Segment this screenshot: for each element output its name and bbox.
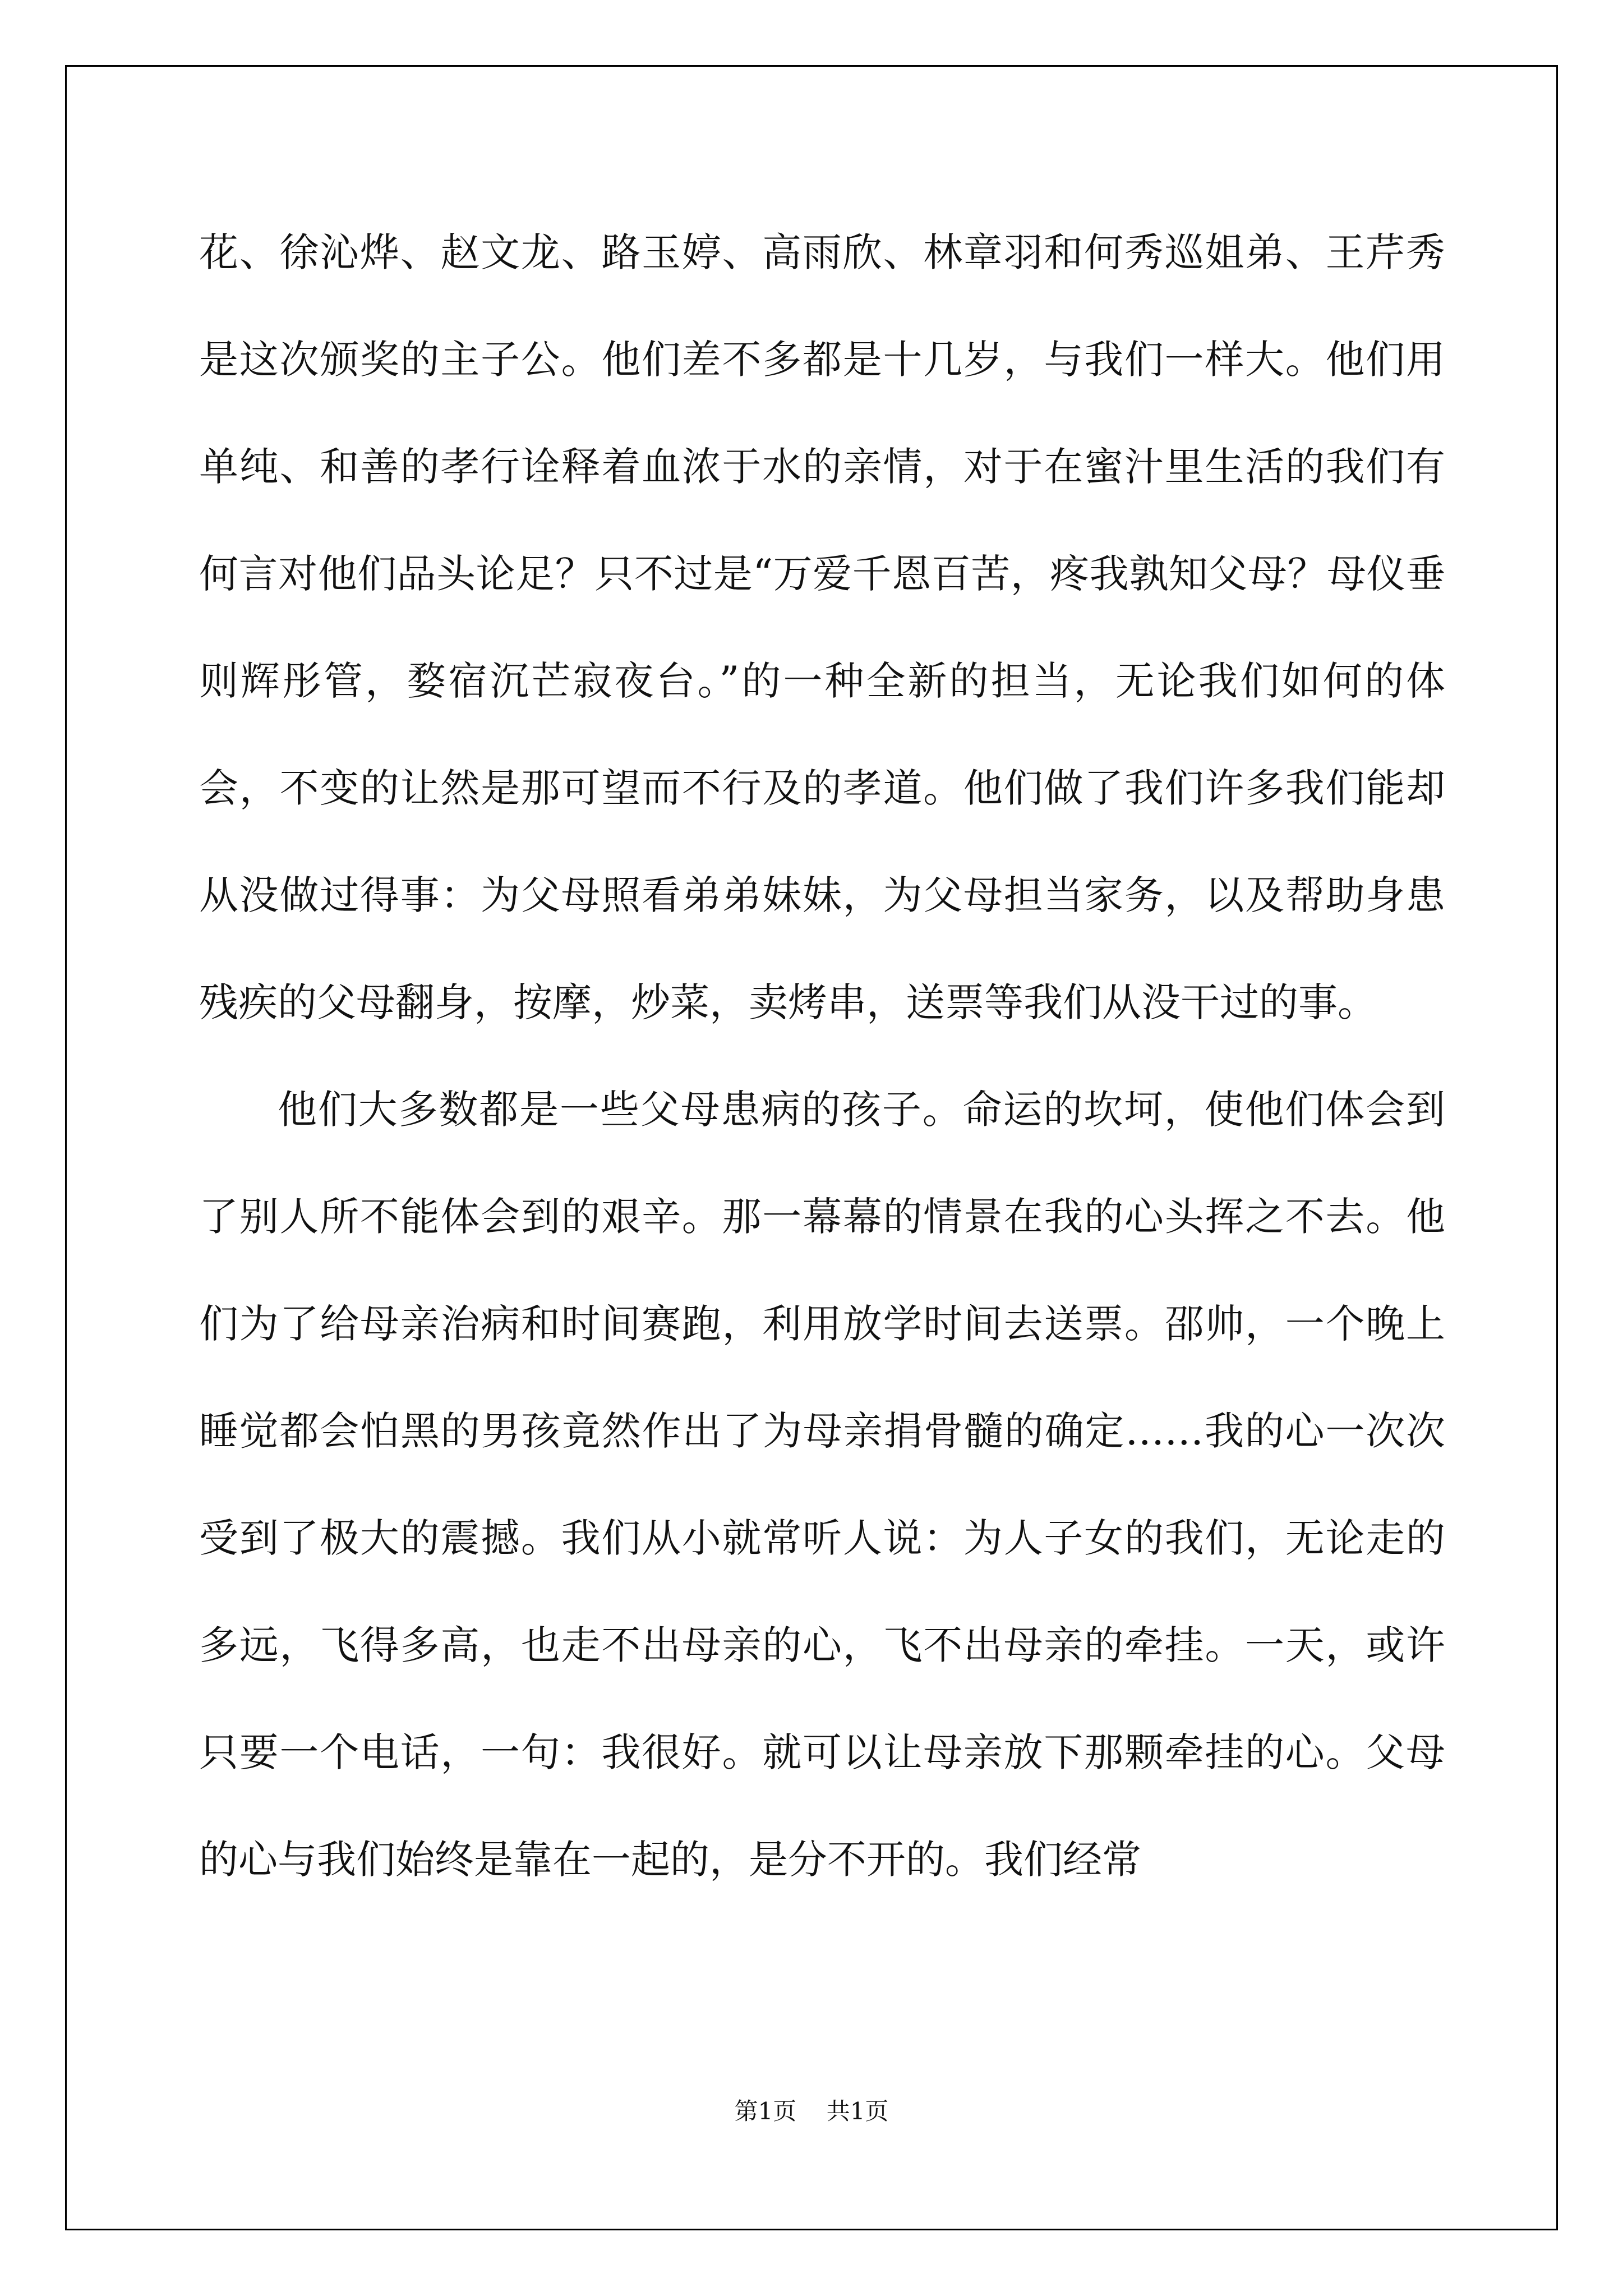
total-pages: 共1页: [826, 2097, 889, 2125]
footer-spacer: [796, 2097, 826, 2125]
document-body: [199, 199, 1445, 1913]
paragraph-2: 他们大多数都是一些父母患病的孩子。命运的坎坷，使他们体会到了别人所不能体会到的艰辛。那一幕幕的情景在我的心头挥之不去。他们为了给母亲治病和时间赛跑，利用放学时间去送票。邵帅，一个晚上睡觉都会怕黑的男孩竟然作出了为母亲捐骨髓的确定……我的心一次次受到了极大的震撼。我们从小就常听人说：为人子女的我们，无论走的多远，飞得多高，也走不出母亲的心，飞不出母亲的牵挂。一天，或许只要一个电话，一句：我很好。就可以让母亲放下那颗牵挂的心。父母的心与我们始终是靠在一起的，是分不开的。我们经常: [199, 1087, 1445, 1883]
paragraph-1: 花、徐沁烨、赵文龙、路玉婷、高雨欣、林章羽和何秀巡姐弟、王芹秀是这次颁奖的主子公。他们差不多都是十几岁，与我们一样大。他们用单纯、和善的孝行诠释着血浓于水的亲情，对于在蜜汁里生活的我们有何言对他们品头论足？只不过是“万爱千恩百苦，疼我孰知父母？母仪垂则辉彤管，婺宿沉芒寂夜台。”的一种全新的担当，无论我们如何的体会，不变的让然是那可望而不行及的孝道。他们做了我们许多我们能却从没做过得事：为父母照看弟弟妹妹，为父母担当家务，以及帮助身患残疾的父母翻身，按摩，炒菜，卖烤串，送票等我们从没干过的事。: [199, 229, 1445, 1025]
page-number: 第1页: [734, 2097, 797, 2125]
page-footer: [0, 2095, 1623, 2128]
